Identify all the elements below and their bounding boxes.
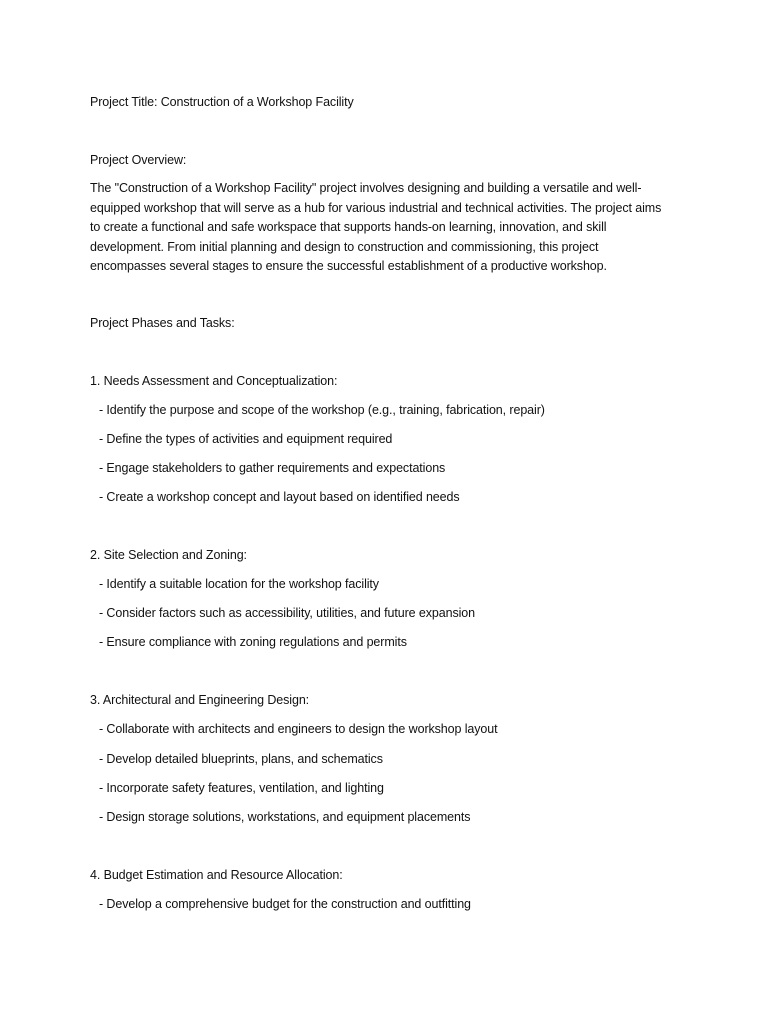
- task-item: - Ensure compliance with zoning regulations and permits: [99, 635, 407, 649]
- overview-paragraph: The "Construction of a Workshop Facility" project involves designing and building a versatile and well-equipped workshop that will serve as a hub for various industrial and technical activities. The project aims to create a functional and safe workspace that supports hands-on learning, innovation, and skill development. From initial planning and design to construction and commissioning, this project encompasses several stages to ensure the successful establishment of a productive workshop.: [90, 181, 662, 273]
- task-item: - Create a workshop concept and layout based on identified needs: [99, 490, 460, 504]
- phase-heading: 4. Budget Estimation and Resource Allocation:: [90, 868, 343, 882]
- overview-heading: Project Overview:: [90, 153, 187, 167]
- phases-heading: Project Phases and Tasks:: [90, 316, 235, 330]
- project-title: Project Title: Construction of a Workshop Facility: [90, 95, 354, 109]
- task-item: - Collaborate with architects and engineers to design the workshop layout: [99, 722, 498, 736]
- task-item: - Design storage solutions, workstations, and equipment placements: [99, 810, 471, 824]
- task-item: - Develop detailed blueprints, plans, and schematics: [99, 752, 383, 766]
- task-item: - Consider factors such as accessibility, utilities, and future expansion: [99, 606, 475, 620]
- task-item: - Engage stakeholders to gather requirements and expectations: [99, 461, 446, 475]
- task-item: - Incorporate safety features, ventilation, and lighting: [99, 781, 384, 795]
- task-item: - Develop a comprehensive budget for the construction and outfitting: [99, 897, 471, 911]
- phase-heading: 1. Needs Assessment and Conceptualization:: [90, 374, 338, 388]
- task-item: - Identify a suitable location for the workshop facility: [99, 577, 379, 591]
- phase-heading: 2. Site Selection and Zoning:: [90, 548, 247, 562]
- task-item: - Define the types of activities and equipment required: [99, 432, 393, 446]
- phase-heading: 3. Architectural and Engineering Design:: [90, 693, 310, 707]
- task-item: - Identify the purpose and scope of the workshop (e.g., training, fabrication, repair): [99, 403, 545, 417]
